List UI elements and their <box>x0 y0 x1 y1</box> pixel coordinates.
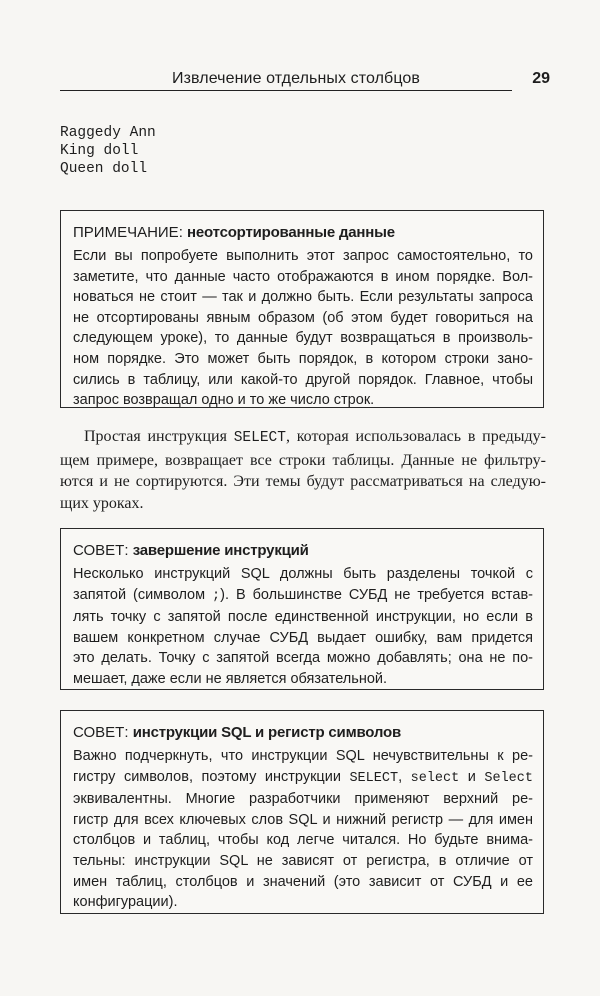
chapter-title: Извлечение отдельных столбцов <box>172 70 421 87</box>
tip-label: СОВЕТ: <box>73 542 129 559</box>
tip-box-case <box>60 710 544 914</box>
text-run: и <box>459 768 485 785</box>
code-line: King doll <box>60 143 139 159</box>
note-line: ном порядке. Это может быть порядок, в котором строки зано- <box>73 350 533 367</box>
tip-line <box>73 767 533 790</box>
running-header <box>60 66 554 94</box>
paragraph-line: ются и не сортируются. Эти темы будут рассматриваться на следую- <box>60 473 546 490</box>
text-run: , которая использовалась в предыду- <box>285 428 546 445</box>
tip-line: столбцов и таблиц, чтобы код легче читался. Но будьте внима- <box>73 832 533 849</box>
tip-body <box>73 746 533 913</box>
text-run: ). В большинстве СУБД не требуется встав- <box>220 586 533 603</box>
inline-code: ; <box>212 588 221 604</box>
tip-line <box>73 585 533 608</box>
header-rule <box>60 90 512 91</box>
code-line: Raggedy Ann <box>60 125 156 141</box>
tip-line: Несколько инструкций SQL должны быть разделены точкой с <box>73 566 533 582</box>
text-run: запятой (символом <box>73 586 213 603</box>
tip-line: мешает, даже если не является обязательной. <box>73 670 388 687</box>
paragraph-line: щих уроках. <box>60 494 144 512</box>
tip-line: тельны: инструкции SQL не зависят от регистра, в отличие от <box>73 852 533 869</box>
code-output <box>60 124 156 178</box>
tip-line: Важно подчеркнуть, что инструкции SQL нечувствительны к ре- <box>73 748 533 764</box>
paragraph-line: щем примере, возвращает все строки таблицы. Данные не фильтру- <box>60 451 546 469</box>
tip-line: гистр для всех ключевых слов SQL и нижний регистр — для имен <box>73 811 533 828</box>
note-line: следующем уроке), то данные будут возвращаться в произволь- <box>73 330 533 347</box>
note-line: запрос возвращал одно и то же число строк. <box>73 392 375 409</box>
note-heading <box>73 223 533 243</box>
note-label: ПРИМЕЧАНИЕ: <box>73 224 183 241</box>
inline-code: select <box>410 770 460 786</box>
tip-line: это делать. Точку с запятой всегда можно добавлять; она не по- <box>73 650 533 667</box>
note-line: Если вы попробуете выполнить этот запрос самостоятельно, то <box>73 248 533 264</box>
note-box <box>60 210 544 408</box>
tip-box-statements <box>60 528 544 690</box>
tip-line: лять точку с запятой после единственной инструкции, но если в <box>73 609 533 626</box>
tip-body <box>73 564 533 690</box>
text-run: гистру символов, поэтому инструкции <box>73 768 350 785</box>
tip-line: конфигурации). <box>73 894 178 911</box>
inline-code: SELECT <box>233 430 286 446</box>
body-paragraph <box>60 426 546 514</box>
tip-line: вашем конкретном случае СУБД выдает ошибку, вам придется <box>73 629 533 646</box>
inline-code: SELECT <box>349 770 399 786</box>
note-line: не отсортированы явным образом (об этом будет говориться на <box>73 309 533 326</box>
tip-heading <box>73 541 533 561</box>
paragraph-line <box>60 426 546 450</box>
tip-topic: завершение инструкций <box>132 542 309 559</box>
tip-line: имен таблиц, столбцов и значений (это зависит от СУБД и ее <box>73 873 533 890</box>
note-line: новаться не стоит — так и должно быть. Если результаты запроса <box>73 289 533 306</box>
note-line: заметите, что данные часто отображаются в ином порядке. Вол- <box>73 268 533 285</box>
code-line: Queen doll <box>60 161 148 177</box>
inline-code: Select <box>484 770 533 786</box>
tip-line: эквивалентны. Многие разработчики применяют верхний ре- <box>73 791 533 808</box>
tip-label: СОВЕТ: <box>73 724 129 741</box>
tip-heading <box>73 723 533 743</box>
tip-topic: инструкции SQL и регистр символов <box>132 724 402 741</box>
text-run: Простая инструкция <box>84 428 234 445</box>
note-topic: неотсортированные данные <box>187 224 395 241</box>
page-number: 29 <box>532 70 550 87</box>
note-body <box>73 246 533 411</box>
text-run: , <box>398 768 411 785</box>
note-line: сились в таблицу, или какой-то другой порядок. Главное, чтобы <box>73 371 533 388</box>
